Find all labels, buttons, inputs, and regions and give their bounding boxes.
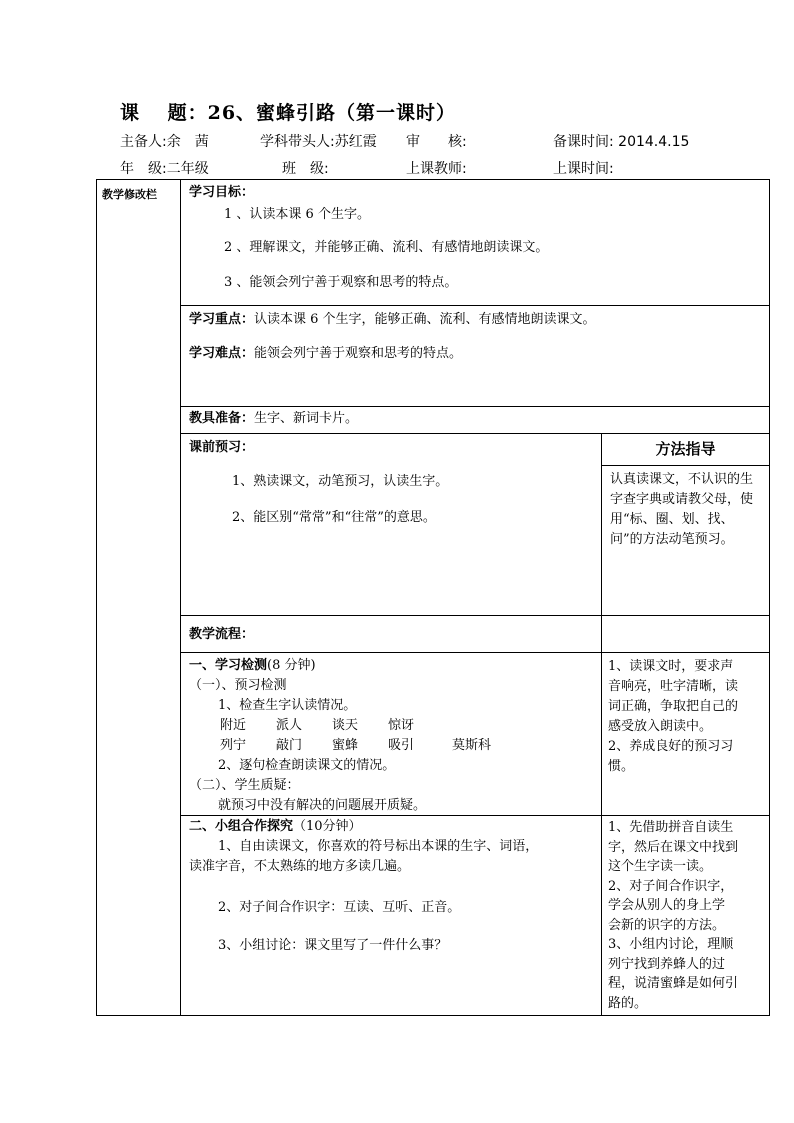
preview-item: 2、能区别“常常”和“往常”的意思。 (232, 510, 436, 525)
difficulty-text: 能领会列宁善于观察和思考的特点。 (254, 346, 463, 361)
section1-method (608, 657, 738, 777)
goal-item: 3 、能领会列宁善于观察和思考的特点。 (224, 275, 458, 290)
section2-item1-line1: 1、自由读课文，你喜欢的符号标出本课的生字、词语， (218, 839, 539, 854)
class: 班 级: (282, 161, 329, 177)
flow-label: 教学流程： (189, 627, 255, 642)
words-row-1 (220, 719, 444, 732)
section1-sub2: （二）、学生质疑： (189, 778, 300, 793)
review: 审 核: (406, 134, 467, 150)
method-line: 程，说清蜜蜂是如何引 (608, 976, 739, 991)
section2-item2: 2、对子间合作识字：互读、互听、正音。 (218, 900, 461, 915)
word: 吸引 (388, 738, 415, 753)
lesson-time: 上课时间: (553, 161, 614, 177)
method-line: 这个生字读一读。 (608, 859, 713, 874)
section1-item2: 2、逐句检查朗读课文的情况。 (218, 758, 396, 773)
word: 派人 (276, 718, 303, 733)
word: 敲门 (276, 738, 303, 753)
difficulty-label: 学习难点： (189, 346, 255, 361)
section1-item3: 就预习中没有解决的问题展开质疑。 (218, 798, 427, 813)
section1-title: 一、学习检测 (189, 658, 268, 673)
goal-item: 2 、理解课文，并能够正确、流利、有感情地朗读课文。 (224, 240, 549, 255)
method-line: 词正确，争取把自己的 (608, 699, 739, 714)
subject-lead: 学科带头人:苏红霞 (260, 134, 377, 150)
section2-method (608, 818, 738, 1013)
section1-time: (8 分钟) (267, 658, 316, 673)
method-line: 会新的识字的方法。 (608, 917, 726, 933)
word: 谈天 (332, 718, 359, 733)
word: 蜜蜂 (332, 738, 359, 753)
teacher: 上课教师: (406, 161, 467, 177)
method-line: 路的。 (608, 995, 648, 1011)
section1-item1: 1、检查生字认读情况。 (218, 698, 357, 713)
page-title: 课 题：26、蜜蜂引路（第一课时） (120, 102, 457, 124)
method-line: 1、先借助拼音自读生 (608, 820, 734, 835)
section2-title: 二、小组合作探究 (189, 819, 294, 834)
method-header: 方法指导 (655, 440, 716, 458)
method-line: 1、读课文时，要求声 (608, 659, 734, 674)
method-line: 2、对子间合作识字， (608, 878, 734, 894)
word: 惊讶 (388, 718, 415, 733)
goal-item: 1 、认读本课 6 个生字。 (224, 207, 370, 222)
focus-label: 学习重点： (189, 312, 255, 327)
method-line: 字，然后在课文中找到 (608, 839, 739, 855)
tools-label: 教具准备： (189, 411, 255, 426)
prep-time: 备课时间: 2014.4.15 (553, 134, 690, 150)
section2-item3: 3、小组讨论：课文里写了一件什么事？ (218, 938, 448, 953)
focus-text: 认读本课 6 个生字，能够正确、流利、有感情地朗读课文。 (254, 312, 596, 327)
method-line: 列宁找到养蜂人的过 (608, 956, 726, 972)
grade: 年 级:二年级 (120, 161, 209, 177)
words-row-2 (220, 739, 512, 752)
word: 列宁 (220, 738, 247, 753)
word: 莫斯科 (452, 738, 492, 753)
method-line: 感受放入朗读中。 (608, 719, 713, 734)
tools-text: 生字、新词卡片。 (254, 411, 359, 426)
method-line: 音响亮，吐字清晰，读 (608, 679, 739, 694)
preparer: 主备人:余 茜 (120, 134, 209, 150)
goals-label: 学习目标： (189, 185, 255, 200)
preview-label: 课前预习： (189, 440, 255, 455)
method-line: 学会从别人的身上学 (608, 898, 726, 913)
method-line: 3、小组内讨论，理顺 (608, 937, 734, 952)
section1-sub1: （一）、预习检测 (189, 678, 287, 693)
method-line: 2、养成良好的预习习 (608, 739, 734, 754)
method-line: 惯。 (608, 759, 635, 774)
section2-time: （10分钟） (293, 819, 362, 834)
preview-item: 1、熟读课文，动笔预习，认读生字。 (232, 474, 449, 489)
section2-item1-line2: 读准字音，不太熟练的地方多读几遍。 (189, 859, 411, 874)
preview-method: 认真读课文，不认识的生字查字典或请教父母，使用“标、圈、划、找、问”的方法动笔预习。 (610, 472, 754, 547)
revision-column-label: 教学修改栏 (102, 188, 157, 201)
word: 附近 (220, 718, 247, 733)
